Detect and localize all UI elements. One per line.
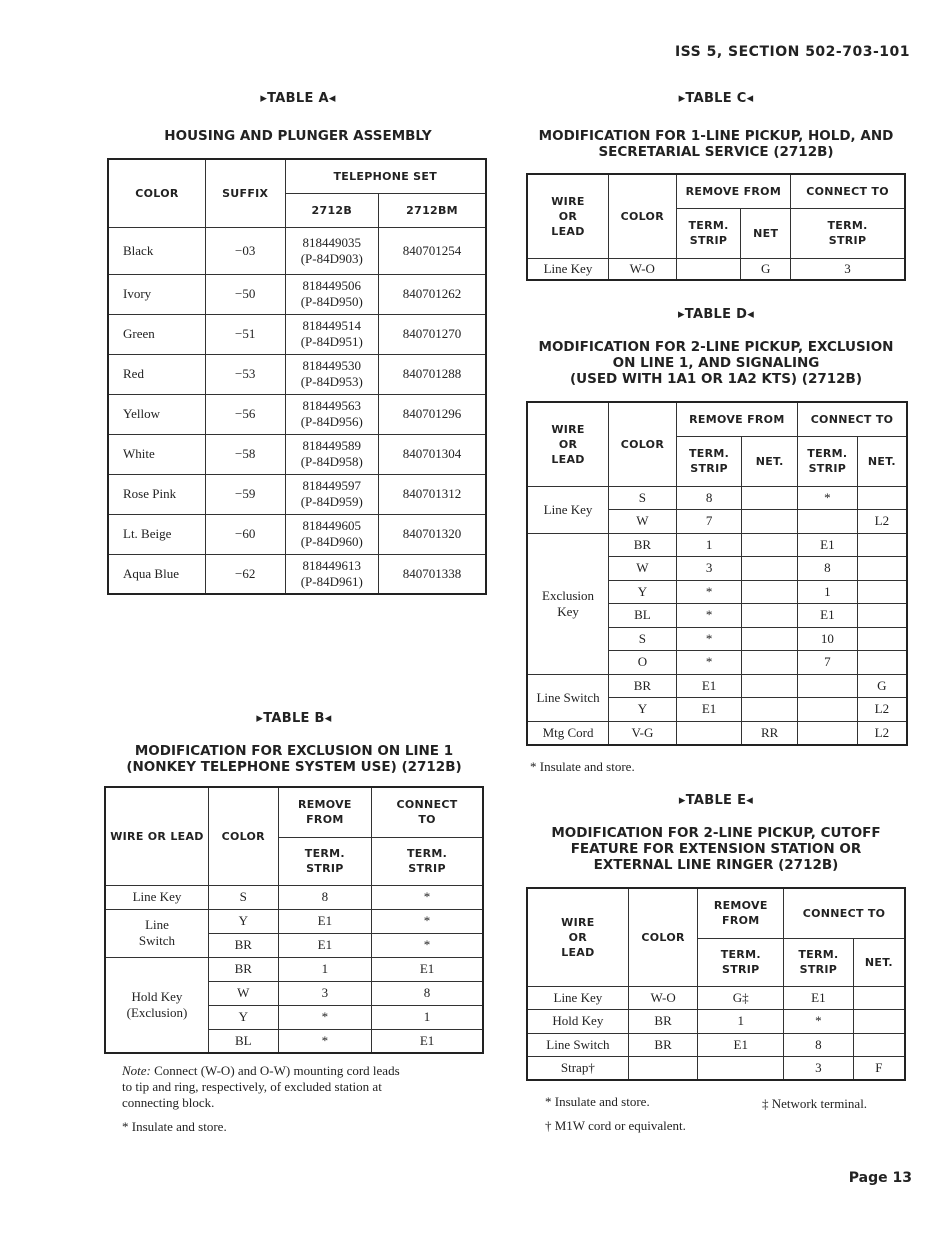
cell-remove-net [742, 486, 798, 510]
cell-suffix: −03 [205, 227, 285, 274]
cell-connect: * [372, 933, 483, 957]
piece-number: (P-84D903) [300, 250, 363, 266]
table-c-title-line1: MODIFICATION FOR 1-LINE PICKUP, HOLD, AND [538, 128, 894, 144]
cell-remove-net [742, 604, 798, 628]
wire-hold-key: Hold Key (Exclusion) [105, 957, 208, 1053]
cell-2712b [285, 314, 379, 354]
col-header-term-strip: TERM. STRIP [278, 837, 371, 885]
cell-connect-term: * [784, 1010, 854, 1034]
table-b-title-line2: (NONKEY TELEPHONE SYSTEM USE) (2712B) [126, 759, 462, 775]
cell-remove-term: 8 [676, 486, 742, 510]
code-number: 818449035 [302, 234, 362, 250]
cell-remove-term: 7 [676, 510, 742, 534]
cell-connect-term: 7 [798, 651, 858, 675]
code-number: 818449589 [302, 438, 362, 453]
note-line1: Connect (W-O) and O-W) mounting cord leads [150, 1063, 400, 1078]
cell-remove-term: E1 [698, 1033, 784, 1057]
cell-2712bm: 840701254 [379, 227, 486, 274]
cell-color: W [609, 557, 677, 581]
piece-number: (P-84D960) [300, 534, 363, 549]
cell-connect-term [798, 674, 858, 698]
cell-connect-net [857, 580, 907, 604]
table-e-footnote-insulate: * Insulate and store. [545, 1094, 650, 1109]
table-e [526, 887, 906, 1081]
cell-color: Y [208, 1005, 278, 1029]
cell-connect-net: L2 [857, 698, 907, 722]
cell-connect-net [857, 557, 907, 581]
cell-color: Rose Pink [108, 474, 205, 514]
cell-color: S [208, 885, 278, 909]
cell-connect: E1 [372, 1029, 483, 1053]
col-header-term-strip: TERM. STRIP [784, 938, 854, 986]
cell-connect-term: E1 [798, 533, 858, 557]
cell-2712bm: 840701304 [379, 434, 486, 474]
cell-connect-net: F [853, 1057, 905, 1081]
cell-color: Green [108, 314, 205, 354]
cell-color: BR [628, 1033, 698, 1057]
table-d-title-line3: (USED WITH 1A1 OR 1A2 KTS) (2712B) [569, 371, 862, 387]
piece-number: (P-84D956) [300, 414, 363, 429]
col-header-wire-or-lead: WIRE OR LEAD [527, 174, 608, 258]
table-b-title [104, 743, 484, 775]
col-header-color: COLOR [628, 888, 698, 986]
cell-wire: Hold Key [527, 1010, 628, 1034]
cell-2712b [285, 227, 379, 274]
cell-color: White [108, 434, 205, 474]
cell-connect-term: * [798, 486, 858, 510]
table-d [526, 401, 908, 746]
cell-connect-term: 3 [791, 258, 905, 280]
cell-connect-net [857, 533, 907, 557]
cell-remove: E1 [278, 933, 371, 957]
table-a-label: ▸TABLE A◂ [260, 91, 336, 106]
cell-2712bm: 840701338 [379, 554, 486, 594]
cell-suffix: −62 [205, 554, 285, 594]
cell-connect-term: 10 [798, 627, 858, 651]
table-row [108, 314, 486, 354]
cell-remove-term: * [676, 580, 742, 604]
code-number: 818449605 [302, 518, 362, 533]
table-b [104, 786, 484, 1054]
table-row [527, 1057, 905, 1081]
cell-connect-term [798, 510, 858, 534]
table-e-footnote-network: ‡ Network terminal. [762, 1096, 868, 1111]
cell-connect-net [857, 627, 907, 651]
cell-remove-net: RR [742, 721, 798, 745]
table-b-note [122, 1063, 482, 1111]
col-header-connect-to: CONNECT TO [372, 787, 483, 837]
code-number: 818449506 [302, 278, 362, 293]
cell-wire: Line Key [527, 986, 628, 1010]
table-row [527, 1010, 905, 1034]
cell-connect: 8 [372, 981, 483, 1005]
table-e-label: ▸TABLE E◂ [678, 793, 754, 808]
cell-remove: E1 [278, 909, 371, 933]
col-header-connect-to: CONNECT TO [784, 888, 905, 938]
table-row [108, 274, 486, 314]
table-b-label: ▸TABLE B◂ [256, 711, 332, 726]
table-c-label: ▸TABLE C◂ [678, 91, 754, 106]
table-a [107, 158, 487, 595]
col-header-term-strip: TERM. STRIP [676, 208, 741, 258]
cell-color: BL [609, 604, 677, 628]
col-header-term-strip: TERM. STRIP [798, 436, 858, 486]
col-header-remove-from: REMOVE FROM [698, 888, 784, 938]
cell-color: Y [208, 909, 278, 933]
col-header-wire-or-lead: WIRE OR LEAD [105, 787, 208, 885]
table-row [527, 1033, 905, 1057]
cell-remove: 3 [278, 981, 371, 1005]
cell-connect-term: E1 [784, 986, 854, 1010]
cell-remove-term: 3 [676, 557, 742, 581]
cell-remove-term [676, 258, 741, 280]
cell-remove-term: 1 [676, 533, 742, 557]
cell-connect-term: 1 [798, 580, 858, 604]
cell-connect-net [857, 604, 907, 628]
code-number: 818449514 [302, 318, 362, 333]
cell-connect: * [372, 885, 483, 909]
cell-2712bm: 840701296 [379, 394, 486, 434]
code-number: 818449530 [302, 358, 362, 373]
table-row [108, 554, 486, 594]
col-header-remove-from: REMOVE FROM [676, 174, 790, 208]
cell-suffix: −59 [205, 474, 285, 514]
col-header-connect-to: CONNECT TO [791, 174, 905, 208]
cell-remove-net [742, 580, 798, 604]
cell-remove-net [742, 698, 798, 722]
table-row [527, 533, 907, 557]
cell-color: Y [609, 698, 677, 722]
cell-2712b [285, 474, 379, 514]
cell-2712b [285, 434, 379, 474]
cell-connect-net: L2 [857, 721, 907, 745]
cell-connect-term: 8 [784, 1033, 854, 1057]
page-number: Page 13 [848, 1170, 912, 1186]
col-header-telephone-set: TELEPHONE SET [285, 159, 486, 193]
cell-remove-term: G‡ [698, 986, 784, 1010]
col-header-term-strip: TERM. STRIP [676, 436, 742, 486]
cell-color: W-O [628, 986, 698, 1010]
code-number: 818449613 [302, 557, 362, 573]
cell-color: Red [108, 354, 205, 394]
cell-connect-net: G [857, 674, 907, 698]
col-header-color: COLOR [609, 402, 677, 486]
cell-suffix: −58 [205, 434, 285, 474]
cell-suffix: −60 [205, 514, 285, 554]
cell-color: S [609, 486, 677, 510]
cell-color: W [609, 510, 677, 534]
table-d-title-line1: MODIFICATION FOR 2-LINE PICKUP, EXCLUSION [538, 339, 894, 355]
cell-color: BR [628, 1010, 698, 1034]
cell-remove-net [742, 510, 798, 534]
cell-connect-term: E1 [798, 604, 858, 628]
cell-remove-net [742, 533, 798, 557]
col-header-remove-from: REMOVE FROM [278, 787, 371, 837]
cell-remove-net [742, 674, 798, 698]
col-header-net: NET. [742, 436, 798, 486]
col-header-wire-or-lead: WIRE OR LEAD [527, 402, 609, 486]
cell-connect-net [853, 1033, 905, 1057]
cell-color: Yellow [108, 394, 205, 434]
cell-color: BR [609, 533, 677, 557]
col-header-net: NET. [857, 436, 907, 486]
cell-connect-term: 3 [784, 1057, 854, 1081]
wire-line-switch: Line Switch [105, 909, 208, 957]
col-header-wire-or-lead: WIRE OR LEAD [527, 888, 628, 986]
col-header-net: NET. [853, 938, 905, 986]
cell-remove-term: 1 [698, 1010, 784, 1034]
cell-remove: 8 [278, 885, 371, 909]
cell-wire: Strap† [527, 1057, 628, 1081]
cell-color: BR [208, 933, 278, 957]
table-e-footnote-cord: † M1W cord or equivalent. [545, 1118, 686, 1133]
col-header-net: NET [741, 208, 791, 258]
cell-color: O [609, 651, 677, 675]
cell-remove-term: E1 [676, 698, 742, 722]
cell-suffix: −53 [205, 354, 285, 394]
table-row [108, 434, 486, 474]
table-row [527, 674, 907, 698]
cell-remove: * [278, 1029, 371, 1053]
cell-connect-net: L2 [857, 510, 907, 534]
cell-connect-net [857, 651, 907, 675]
cell-color: S [609, 627, 677, 651]
cell-wire: Line Switch [527, 1033, 628, 1057]
cell-2712bm: 840701270 [379, 314, 486, 354]
cell-2712b [285, 394, 379, 434]
table-row [108, 474, 486, 514]
cell-color: W [208, 981, 278, 1005]
cell-color: Black [108, 227, 205, 274]
cell-remove-term: * [676, 604, 742, 628]
cell-2712bm: 840701312 [379, 474, 486, 514]
table-e-title-line3: EXTERNAL LINE RINGER (2712B) [593, 857, 839, 873]
col-header-color: COLOR [208, 787, 278, 885]
cell-connect-term [798, 721, 858, 745]
note-line2: to tip and ring, respectively, of excluded station at [122, 1079, 382, 1094]
table-row [527, 486, 907, 510]
table-row [108, 354, 486, 394]
col-header-term-strip: TERM. STRIP [791, 208, 905, 258]
code-number: 818449563 [302, 398, 362, 413]
cell-connect-term [798, 698, 858, 722]
table-b-title-line1: MODIFICATION FOR EXCLUSION ON LINE 1 [134, 743, 454, 759]
table-d-footnote: * Insulate and store. [530, 759, 635, 774]
cell-connect-net [853, 986, 905, 1010]
wire-mtg-cord: Mtg Cord [527, 721, 609, 745]
cell-remove-net [742, 557, 798, 581]
piece-number: (P-84D959) [300, 494, 363, 509]
table-row [108, 394, 486, 434]
piece-number: (P-84D961) [300, 573, 363, 589]
document-header: ISS 5, SECTION 502-703-101 [674, 44, 910, 60]
col-header-color: COLOR [608, 174, 676, 258]
cell-remove-term: E1 [676, 674, 742, 698]
cell-suffix: −56 [205, 394, 285, 434]
table-c [526, 173, 906, 281]
col-header-term-strip: TERM. STRIP [372, 837, 483, 885]
cell-2712b [285, 274, 379, 314]
table-e-title-line2: FEATURE FOR EXTENSION STATION OR [570, 841, 862, 857]
cell-color: Y [609, 580, 677, 604]
table-d-title [520, 339, 912, 387]
wire-label: Key [557, 603, 579, 619]
cell-remove-term [698, 1057, 784, 1081]
table-row [108, 227, 486, 274]
cell-connect: * [372, 909, 483, 933]
table-row [527, 721, 907, 745]
table-a-title: HOUSING AND PLUNGER ASSEMBLY [164, 128, 432, 144]
wire-line-key: Line Key [527, 486, 609, 533]
cell-2712b [285, 554, 379, 594]
col-header-2712b: 2712B [285, 193, 379, 227]
cell-remove-net: G [741, 258, 791, 280]
wire-line-switch: Line Switch [527, 674, 609, 721]
note-label: Note: [122, 1063, 151, 1078]
cell-remove-term: * [676, 651, 742, 675]
cell-remove: 1 [278, 957, 371, 981]
table-b-footnote: * Insulate and store. [122, 1119, 227, 1134]
wire-line-key: Line Key [105, 885, 208, 909]
cell-2712b [285, 354, 379, 394]
cell-color: BL [208, 1029, 278, 1053]
cell-connect-net [853, 1010, 905, 1034]
cell-color: V-G [609, 721, 677, 745]
col-header-remove-from: REMOVE FROM [676, 402, 797, 436]
cell-color [628, 1057, 698, 1081]
cell-remove: * [278, 1005, 371, 1029]
table-e-title-line1: MODIFICATION FOR 2-LINE PICKUP, CUTOFF [551, 825, 881, 841]
cell-remove-net [742, 651, 798, 675]
cell-color: Ivory [108, 274, 205, 314]
cell-2712b [285, 514, 379, 554]
col-header-color: COLOR [108, 159, 205, 227]
table-row [108, 514, 486, 554]
table-e-title [520, 825, 912, 873]
cell-2712bm: 840701288 [379, 354, 486, 394]
table-row [527, 986, 905, 1010]
cell-2712bm: 840701320 [379, 514, 486, 554]
col-header-2712bm: 2712BM [379, 193, 486, 227]
cell-color: W-O [608, 258, 676, 280]
wire-label: Exclusion [542, 587, 595, 603]
col-header-connect-to: CONNECT TO [798, 402, 908, 436]
cell-remove-net [742, 627, 798, 651]
col-header-term-strip: TERM. STRIP [698, 938, 784, 986]
cell-2712bm: 840701262 [379, 274, 486, 314]
table-d-title-line2: ON LINE 1, AND SIGNALING [612, 355, 820, 371]
piece-number: (P-84D958) [300, 454, 363, 469]
cell-remove-term [676, 721, 742, 745]
note-line3: connecting block. [122, 1095, 215, 1110]
cell-connect-term: 8 [798, 557, 858, 581]
cell-suffix: −51 [205, 314, 285, 354]
cell-color: Aqua Blue [108, 554, 205, 594]
cell-remove-term: * [676, 627, 742, 651]
col-header-suffix: SUFFIX [205, 159, 285, 227]
piece-number: (P-84D951) [300, 334, 363, 349]
wire-exclusion-key [527, 533, 609, 674]
table-c-title-line2: SECRETARIAL SERVICE (2712B) [598, 144, 834, 160]
code-number: 818449597 [302, 478, 362, 493]
cell-color: Lt. Beige [108, 514, 205, 554]
wire-line-key: Line Key [527, 258, 608, 280]
piece-number: (P-84D953) [300, 374, 363, 389]
table-d-label: ▸TABLE D◂ [677, 307, 755, 322]
cell-connect: 1 [372, 1005, 483, 1029]
piece-number: (P-84D950) [300, 294, 363, 309]
cell-color: BR [609, 674, 677, 698]
cell-color: BR [208, 957, 278, 981]
cell-connect: E1 [372, 957, 483, 981]
cell-connect-net [857, 486, 907, 510]
table-c-title [520, 128, 912, 160]
cell-suffix: −50 [205, 274, 285, 314]
